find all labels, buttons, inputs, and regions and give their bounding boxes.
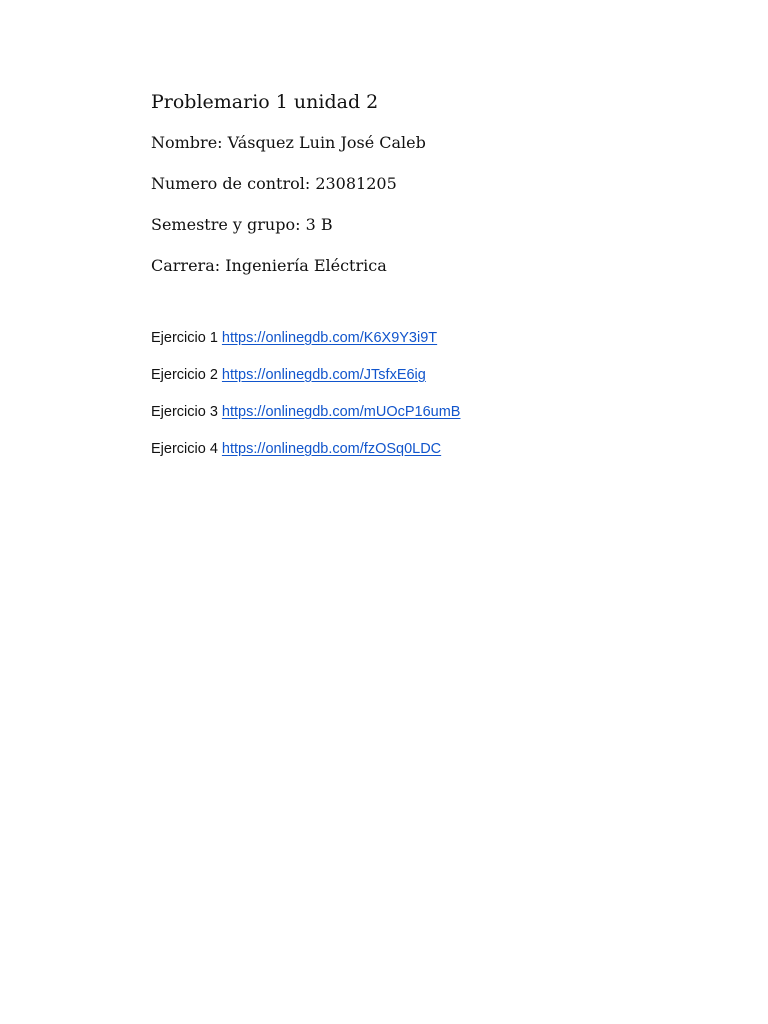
exercise-label: Ejercicio 1 [151, 330, 218, 346]
document-title: Problemario 1 unidad 2 [151, 91, 379, 113]
exercise-link-1[interactable]: https://onlinegdb.com/K6X9Y3i9T [221, 330, 438, 346]
career: Carrera: Ingeniería Eléctrica [151, 256, 387, 275]
document-body [151, 88, 711, 477]
exercise-link-4[interactable]: https://onlinegdb.com/fzOSq0LDC [221, 441, 442, 457]
student-name: Nombre: Vásquez Luin José Caleb [151, 133, 426, 152]
exercise-label: Ejercicio 3 [151, 404, 218, 420]
exercise-link-3[interactable]: https://onlinegdb.com/mUOcP16umB [221, 404, 461, 420]
semester-group: Semestre y grupo: 3 B [151, 215, 333, 234]
exercise-item-1 [151, 329, 711, 348]
control-number: Numero de control: 23081205 [151, 174, 397, 193]
exercise-label: Ejercicio 4 [151, 441, 218, 457]
exercise-item-2 [151, 366, 711, 385]
exercise-label: Ejercicio 2 [151, 367, 218, 383]
exercise-item-3 [151, 403, 711, 422]
exercise-list [151, 329, 711, 459]
exercise-link-2[interactable]: https://onlinegdb.com/JTsfxE6ig [221, 367, 426, 383]
exercise-item-4 [151, 440, 711, 459]
